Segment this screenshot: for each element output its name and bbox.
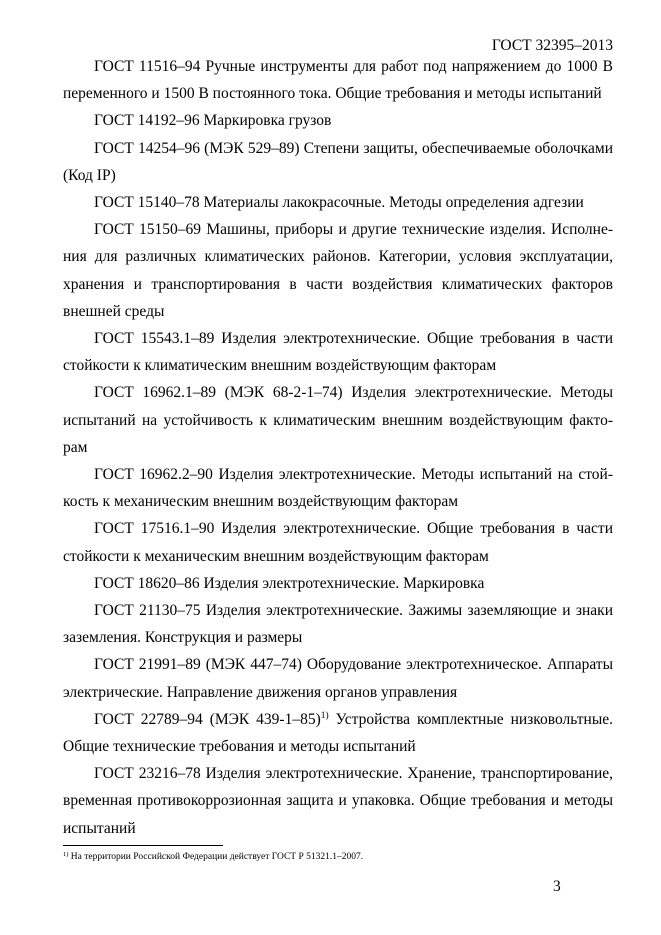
- reference-item-with-footnote: [63, 706, 613, 760]
- footnote-text: На территории Российской Федерации действует ГОСТ Р 51321.1–2007.: [68, 852, 364, 862]
- reference-item: ГОСТ 21130–75 Изделия электротехнические. Зажимы заземляющие и знаки заземления. Конструкция и размеры: [63, 602, 613, 647]
- normative-references-list: [63, 53, 613, 842]
- reference-item: ГОСТ 16962.1–89 (МЭК 68-2-1–74) Изделия электротехнические. Методы испытаний на устойчивость к климатическим внешним воздействующим факторам: [63, 384, 613, 456]
- reference-item: ГОСТ 15150–69 Машины, приборы и другие технические изделия. Исполнения для различных климатических районов. Категории, условия эксплуатации, хранения и транспортирования в части воздействия климатических факторов внешней среды: [63, 221, 613, 320]
- reference-item: ГОСТ 14254–96 (МЭК 529–89) Степени защиты, обеспечиваемые оболочками (Код IP): [63, 139, 613, 184]
- reference-item: ГОСТ 14192–96 Маркировка грузов: [94, 112, 332, 130]
- reference-item: ГОСТ 21991–89 (МЭК 447–74) Оборудование электротехническое. Аппараты электрические. Направление движения органов управления: [63, 656, 613, 701]
- page-header-standard-id: ГОСТ 32395–2013: [491, 37, 613, 54]
- reference-item: ГОСТ 15140–78 Материалы лакокрасочные. Методы определения адгезии: [94, 194, 584, 212]
- page-number: 3: [553, 878, 561, 895]
- reference-item: ГОСТ 15543.1–89 Изделия электротехнические. Общие требования в части стойкости к климатическим внешним воздействующим факторам: [63, 330, 613, 375]
- footnote-mark: 1): [63, 851, 69, 858]
- reference-item: ГОСТ 18620–86 Изделия электротехнические. Маркировка: [94, 574, 485, 592]
- reference-item: ГОСТ 23216–78 Изделия электротехнические. Хранение, транспортирование, временная противокоррозионная защита и упаковка. Общие требования и методы испытаний: [63, 765, 613, 837]
- reference-item: ГОСТ 11516–94 Ручные инструменты для работ под напряжением до 1000 В переменного и 1500 В постоянного тока. Общие требования и методы испытаний: [63, 58, 613, 103]
- reference-item: ГОСТ 17516.1–90 Изделия электротехнические. Общие требования в части стойкости к механическим внешним воздействующим факторам: [63, 520, 613, 565]
- footnote-reference-mark: 1): [320, 710, 329, 721]
- footnote-divider: [63, 845, 223, 846]
- reference-text-before: ГОСТ 22789–94 (МЭК 439-1–85): [94, 710, 321, 728]
- reference-text-after: Устройства комплектные низковольтные. Общие технические требования и методы испытаний: [63, 710, 614, 756]
- reference-item: ГОСТ 16962.2–90 Изделия электротехнические. Методы испытаний на стойкость к механическим внешним воздействующим факторам: [63, 466, 613, 511]
- footnote: [63, 851, 613, 864]
